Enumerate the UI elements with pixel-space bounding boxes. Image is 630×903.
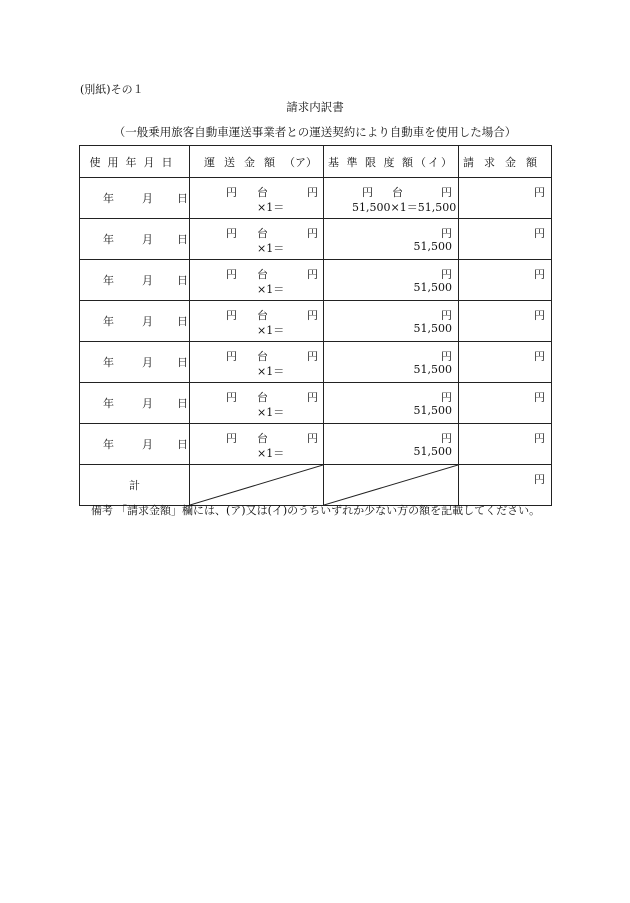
yen-label: 円: [362, 186, 373, 199]
month-label: 月: [142, 274, 153, 287]
usage-date-cell[interactable]: [80, 219, 190, 260]
request-amount-cell[interactable]: [459, 424, 552, 465]
yen-label: 円: [441, 391, 452, 404]
standard-calculation: 51,500×1＝51,500: [352, 201, 457, 214]
yen-label: 円: [534, 350, 545, 363]
table-row: [80, 424, 552, 465]
standard-amount: 51,500: [413, 445, 452, 458]
month-label: 月: [142, 192, 153, 205]
vehicle-unit-label: 台: [392, 186, 403, 199]
total-label: 計: [80, 465, 190, 506]
vehicle-unit-label: 台: [257, 309, 268, 322]
usage-date-cell[interactable]: [80, 178, 190, 219]
standard-limit-cell: [324, 424, 459, 465]
multiplier-label: ×1＝: [257, 201, 285, 214]
usage-date-cell[interactable]: [80, 383, 190, 424]
header-usage-date: 使用年月日: [80, 146, 190, 178]
year-label: 年: [103, 274, 114, 287]
total-standard-crossed-cell: [324, 465, 459, 506]
table-row: [80, 342, 552, 383]
yen-label: 円: [534, 309, 545, 322]
yen-label: 円: [441, 432, 452, 445]
claim-breakdown-table: [79, 145, 552, 506]
day-label: 日: [177, 397, 188, 410]
transport-amount-cell[interactable]: [190, 424, 324, 465]
transport-amount-cell[interactable]: [190, 383, 324, 424]
standard-limit-cell: [324, 301, 459, 342]
total-transport-crossed-cell: [190, 465, 324, 506]
yen-label: 円: [441, 186, 452, 199]
day-label: 日: [177, 274, 188, 287]
year-label: 年: [103, 233, 114, 246]
standard-amount: 51,500: [413, 281, 452, 294]
header-transport-amount-mark: （ア）: [284, 155, 317, 169]
multiplier-label: ×1＝: [257, 447, 285, 460]
remarks-label: 備考: [91, 504, 113, 517]
table-row: [80, 219, 552, 260]
usage-date-cell[interactable]: [80, 342, 190, 383]
header-transport-amount: [190, 146, 324, 178]
yen-label: 円: [534, 227, 545, 240]
yen-label: 円: [226, 227, 237, 240]
standard-amount: 51,500: [413, 240, 452, 253]
multiplier-label: ×1＝: [257, 365, 285, 378]
yen-label: 円: [226, 309, 237, 322]
table-header-row: [80, 146, 552, 178]
standard-amount: 51,500: [413, 322, 452, 335]
transport-amount-cell[interactable]: [190, 260, 324, 301]
yen-label: 円: [441, 227, 452, 240]
day-label: 日: [177, 356, 188, 369]
month-label: 月: [142, 233, 153, 246]
yen-label: 円: [307, 391, 318, 404]
total-row: [80, 465, 552, 506]
yen-label: 円: [534, 391, 545, 404]
vehicle-unit-label: 台: [257, 186, 268, 199]
vehicle-unit-label: 台: [257, 350, 268, 363]
total-request-amount-cell[interactable]: [459, 465, 552, 506]
yen-label: 円: [226, 268, 237, 281]
standard-amount: 51,500: [413, 404, 452, 417]
year-label: 年: [103, 315, 114, 328]
standard-amount: 51,500: [413, 363, 452, 376]
request-amount-cell[interactable]: [459, 178, 552, 219]
vehicle-unit-label: 台: [257, 227, 268, 240]
usage-date-cell[interactable]: [80, 301, 190, 342]
standard-limit-cell: [324, 178, 459, 219]
header-transport-amount-label: 運送金額: [204, 155, 284, 169]
yen-label: 円: [307, 268, 318, 281]
yen-label: 円: [307, 350, 318, 363]
request-amount-cell[interactable]: [459, 219, 552, 260]
month-label: 月: [142, 438, 153, 451]
month-label: 月: [142, 356, 153, 369]
yen-label: 円: [226, 391, 237, 404]
standard-limit-cell: [324, 260, 459, 301]
document-title: 請求内訳書: [286, 100, 344, 114]
remarks-text: 「請求金額」欄には、(ア)又は(イ)のうちいずれか少ない方の額を記載してください。: [116, 504, 541, 517]
yen-label: 円: [226, 432, 237, 445]
year-label: 年: [103, 397, 114, 410]
table-row: [80, 260, 552, 301]
month-label: 月: [142, 397, 153, 410]
multiplier-label: ×1＝: [257, 324, 285, 337]
year-label: 年: [103, 438, 114, 451]
multiplier-label: ×1＝: [257, 242, 285, 255]
yen-label: 円: [441, 309, 452, 322]
transport-amount-cell[interactable]: [190, 301, 324, 342]
standard-limit-cell: [324, 219, 459, 260]
standard-limit-cell: [324, 342, 459, 383]
request-amount-cell[interactable]: [459, 383, 552, 424]
diagonal-line: [190, 465, 323, 505]
yen-label: 円: [226, 186, 237, 199]
table-row: [80, 178, 552, 219]
multiplier-label: ×1＝: [257, 283, 285, 296]
usage-date-cell[interactable]: [80, 424, 190, 465]
multiplier-label: ×1＝: [257, 406, 285, 419]
vehicle-unit-label: 台: [257, 391, 268, 404]
document-subtitle: （一般乗用旅客自動車運送事業者との運送契約により自動車を使用した場合）: [113, 125, 517, 139]
day-label: 日: [177, 315, 188, 328]
request-amount-cell[interactable]: [459, 301, 552, 342]
annex-label: (別紙)その１: [80, 83, 144, 96]
header-request-amount: 請求金額: [459, 146, 552, 178]
vehicle-unit-label: 台: [257, 432, 268, 445]
table-row: [80, 301, 552, 342]
request-amount-cell[interactable]: [459, 260, 552, 301]
yen-label: 円: [307, 309, 318, 322]
yen-label: 円: [307, 227, 318, 240]
yen-label: 円: [441, 350, 452, 363]
day-label: 日: [177, 192, 188, 205]
request-amount-cell[interactable]: [459, 342, 552, 383]
yen-label: 円: [534, 268, 545, 281]
usage-date-cell[interactable]: [80, 260, 190, 301]
header-standard-limit: 基 準 限 度 額（イ）: [324, 146, 459, 178]
transport-amount-cell[interactable]: [190, 178, 324, 219]
day-label: 日: [177, 233, 188, 246]
yen-label: 円: [534, 432, 545, 445]
day-label: 日: [177, 438, 188, 451]
transport-amount-cell[interactable]: [190, 342, 324, 383]
table-row: [80, 383, 552, 424]
vehicle-unit-label: 台: [257, 268, 268, 281]
yen-label: 円: [441, 268, 452, 281]
diagonal-line: [324, 465, 458, 505]
transport-amount-cell[interactable]: [190, 219, 324, 260]
standard-limit-cell: [324, 383, 459, 424]
yen-label: 円: [226, 350, 237, 363]
year-label: 年: [103, 192, 114, 205]
yen-label: 円: [307, 432, 318, 445]
yen-label: 円: [307, 186, 318, 199]
month-label: 月: [142, 315, 153, 328]
yen-label: 円: [534, 473, 545, 486]
yen-label: 円: [534, 186, 545, 199]
year-label: 年: [103, 356, 114, 369]
